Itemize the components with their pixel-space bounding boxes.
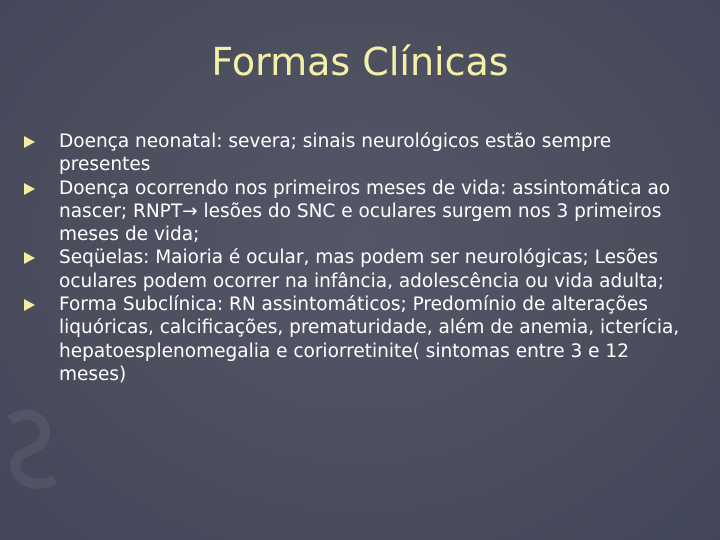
bullet-item (24, 130, 694, 177)
bullet-item (24, 293, 694, 386)
bullet-item (24, 246, 694, 293)
bullet-text: Seqüelas: Maioria é ocular, mas podem ser neurológicas; Lesões oculares podem ocorrer na infância, adolescência ou vida adulta; (59, 247, 664, 292)
bullet-item (24, 177, 694, 247)
bullet-list (24, 130, 694, 386)
watermark-decoration (0, 400, 70, 500)
triangle-right-icon (24, 299, 35, 311)
slide-title: Formas Clínicas (211, 40, 509, 84)
triangle-right-icon (24, 136, 35, 148)
bullet-text: Forma Subclínica: RN assintomáticos; Predomínio de alterações liquóricas, calcificações, prematuridade, além de anemia, icterícia, hepatoesplenomegalia e coriorretinite( sintomas entre 3 e 12 meses) (59, 294, 680, 385)
triangle-right-icon (24, 252, 35, 264)
bullet-text: Doença ocorrendo nos primeiros meses de vida: assintomática ao nascer; RNPT→ lesões do SNC e oculares surgem nos 3 primeiros meses de vida; (59, 177, 671, 246)
bullet-text: Doença neonatal: severa; sinais neurológicos estão sempre presentes (59, 131, 612, 176)
triangle-right-icon (24, 183, 35, 195)
